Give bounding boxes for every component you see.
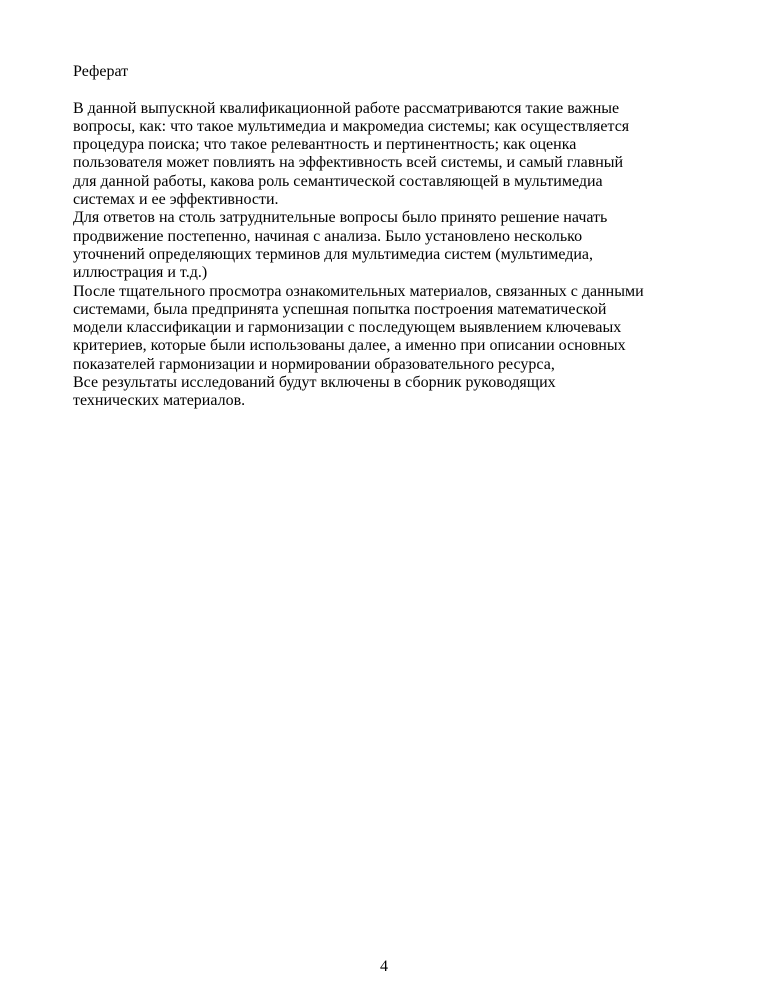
paragraph-1 — [73, 100, 713, 210]
paragraph-line: продвижение постепенно, начиная с анализа. Было установлено несколько — [73, 227, 583, 245]
paragraph-line: уточнений определяющих терминов для мультимедиа систем (мультимедиа, — [73, 245, 594, 263]
paragraph-line: Все результаты исследований будут включены в сборник руководящих — [73, 374, 556, 392]
page-content — [73, 63, 713, 411]
page-number: 4 — [380, 958, 388, 975]
paragraph-line: пользователя может повлиять на эффективность всей системы, и самый главный — [73, 154, 624, 172]
paragraph-line: вопросы, как: что такое мультимедиа и макромедиа системы; как осуществляется — [73, 117, 630, 135]
abstract-heading: Реферат — [73, 63, 129, 80]
paragraph-line: В данной выпускной квалификационной работе рассматриваются такие важные — [73, 99, 620, 117]
paragraph-line: Для ответов на столь затруднительные вопросы было принято решение начать — [73, 209, 608, 227]
paragraph-line: системами, была предпринята успешная попытка построения математической — [73, 300, 607, 318]
paragraph-line: После тщательного просмотра ознакомительных материалов, связанных с данными — [73, 282, 644, 300]
paragraph-line: для данной работы, какова роль семантической составляющей в мультимедиа — [73, 172, 603, 190]
paragraph-line: критериев, которые были использованы далее, а именно при описании основных — [73, 337, 626, 355]
heading-spacer — [73, 81, 713, 99]
paragraph-4 — [73, 374, 713, 411]
paragraph-line: иллюстрация и т.д.) — [73, 264, 208, 282]
paragraph-line: показателей гармонизации и нормировании образовательного ресурса, — [73, 355, 555, 373]
paragraph-line: системах и ее эффективности. — [73, 191, 279, 209]
paragraph-line: технических материалов. — [73, 392, 246, 410]
paragraph-line: процедура поиска; что такое релевантность и пертинентность; как оценка — [73, 136, 577, 154]
paragraph-line: модели классификации и гармонизации с последующем выявлением ключеваых — [73, 319, 622, 337]
paragraph-3 — [73, 283, 713, 374]
paragraph-2 — [73, 209, 713, 282]
